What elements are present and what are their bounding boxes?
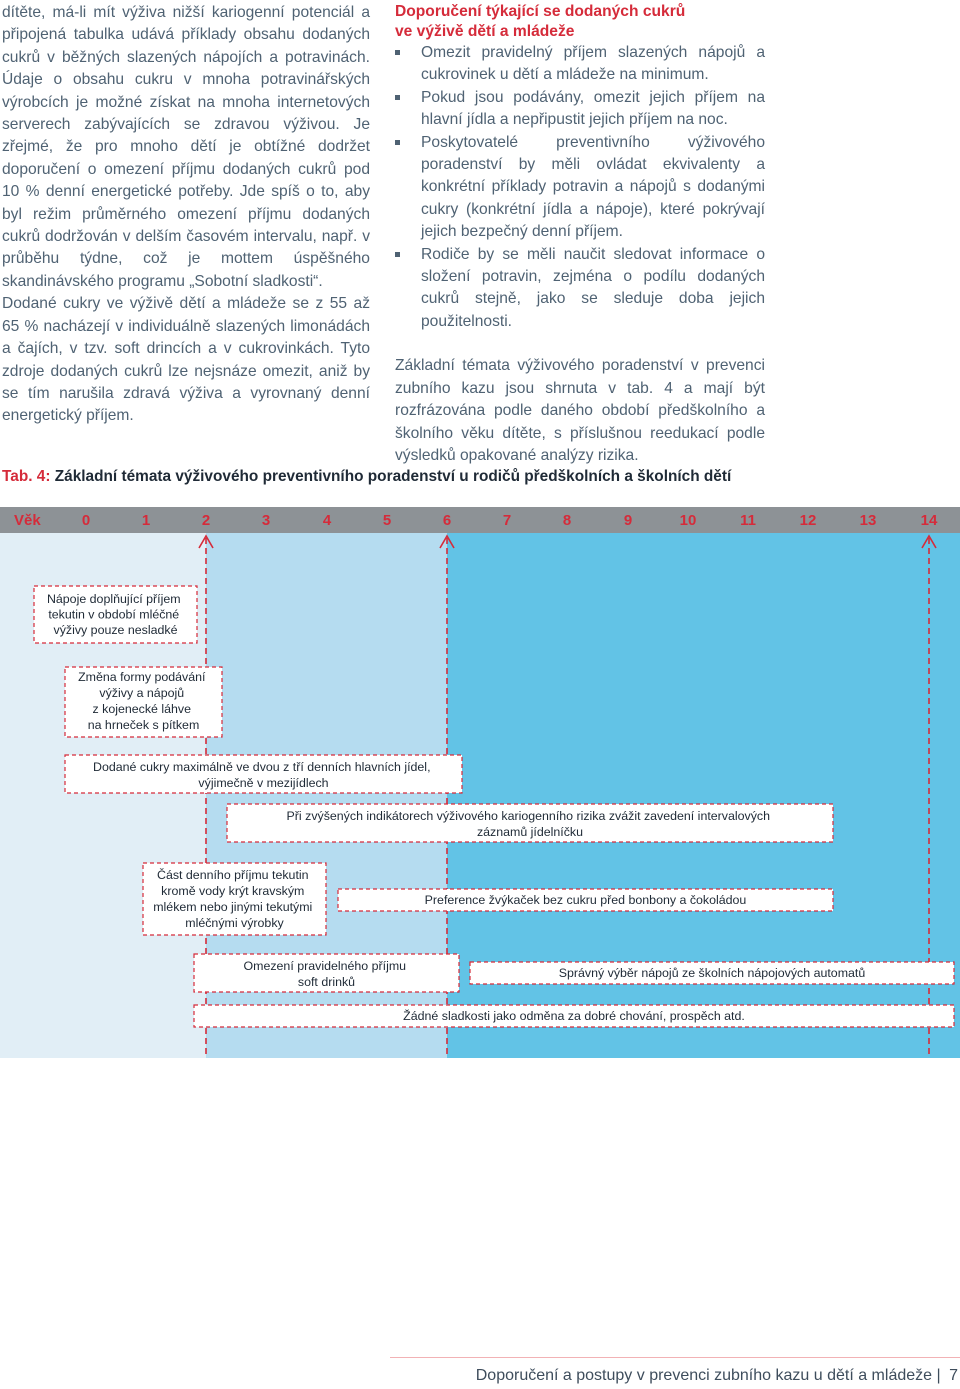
left-text-column	[2, 2, 370, 428]
footer-divider	[390, 1357, 960, 1358]
table-caption: Základní témata výživového preventivního poradenství u rodičů předškolních a školních dětí	[50, 468, 732, 485]
left-paragraph-2: Dodané cukry ve výživě dětí a mládeže se z 55 až 65 % nacházejí v individuálně slazených limonádách a čajích, v tzv. soft drincích a v cukrovinkách. Tyto zdroje dodaných cukrů lze nejsnáze omezit, aniž by se tím narušila zdravá výživa a vyrovnaný denní energetický příjem.	[2, 295, 370, 425]
advice-text: Správný výběr nápojů ze školních nápojových automatů	[558, 966, 866, 980]
recommendation-text: Rodiče by se měli naučit sledovat informace o složení potravin, zejména o podílu dodaných cukrů stejně, jako se sleduje doba jejich použitelnosti.	[421, 245, 765, 330]
advice-box	[194, 954, 459, 992]
age-timeline-diagram	[0, 504, 960, 1060]
recommendation-text: Pokud jsou podávány, omezit jejich příjem na hlavní jídla a nepřipustit jejich příjem na noc.	[421, 88, 765, 129]
advice-box	[34, 586, 197, 643]
advice-box	[194, 1005, 954, 1027]
recommendation-item	[395, 244, 765, 334]
age-tick: 4	[322, 512, 332, 529]
recommendation-item	[395, 87, 765, 132]
page-footer	[476, 1367, 958, 1385]
age-tick: 8	[562, 512, 572, 529]
right-paragraph: Základní témata výživového poradenství v prevenci zubního kazu jsou shrnuta v tab. 4 a mají být rozfrázována podle daného období předškolního a školního věku dítěte, s příslušnou reedukací podle výsledků opakované analýzy rizika.	[395, 357, 765, 464]
recommendation-list	[395, 42, 765, 333]
recommendation-text: Omezit pravidelný příjem slazených nápojů a cukrovinek u dětí a mládeže na minimum.	[421, 44, 765, 84]
advice-text: Žádné sladkosti jako odměna za dobré chování, prospěch atd.	[403, 1009, 745, 1023]
advice-text: Nápoje doplňující příjem tekutin v období mléčné výživy pouze nesladké	[46, 592, 181, 637]
age-tick: 2	[201, 512, 211, 529]
age-tick: 3	[261, 512, 271, 529]
advice-text: Preference žvýkaček bez cukru před bonbony a čokoládou	[424, 893, 747, 907]
square-bullet-icon	[395, 252, 400, 257]
table-number: Tab. 4:	[2, 468, 51, 485]
recommendation-item	[395, 42, 765, 87]
advice-text: Dodané cukry maximálně ve dvou z tří denních hlavních jídel, výjimečně v mezijídlech	[93, 760, 431, 790]
age-tick: 14	[920, 512, 938, 529]
age-tick: 6	[442, 512, 452, 529]
advice-box	[65, 755, 462, 793]
age-tick: 5	[382, 512, 392, 529]
advice-text: Omezení pravidelného příjmu soft drinků	[243, 959, 407, 989]
square-bullet-icon	[395, 95, 400, 100]
age-label: Věk	[14, 512, 41, 529]
advice-text: Změna formy podávání výživy a nápojů z kojenecké láhve na hrneček s pítkem	[78, 670, 206, 732]
recommendation-heading-line2: ve výživě dětí a mládeže	[395, 23, 575, 40]
advice-text: Část denního příjmu tekutin kromě vody krýt kravským mlékem nebo jinými tekutými mléčnými výrobky	[153, 868, 313, 930]
recommendation-text: Poskytovatelé preventivního výživového poradenství by měli ovládat ekvivalenty a konkrétní příklady potravin a nápojů s dodanými cukry (konkrétní jídla a nápoje), které pokrývají jejich bezpečný denní příjem.	[421, 133, 765, 241]
advice-text: Při zvýšených indikátorech výživového kariogenního rizika zvážit zavedení intervalových záznamů jídelníčku	[286, 809, 771, 839]
right-text-column	[395, 2, 765, 467]
page-number: 7	[949, 1367, 958, 1384]
age-tick: 0	[81, 512, 91, 529]
square-bullet-icon	[395, 140, 400, 145]
advice-box	[338, 889, 833, 911]
footer-separator: |	[936, 1367, 941, 1384]
recommendation-heading	[395, 2, 765, 42]
recommendation-item	[395, 132, 765, 244]
table-title	[2, 468, 731, 486]
age-tick: 10	[679, 512, 697, 529]
age-tick: 9	[623, 512, 633, 529]
age-tick: 11	[740, 512, 756, 529]
advice-box	[65, 667, 222, 737]
left-paragraph-1: dítěte, má-li mít výživa nižší kariogenní potenciál a připojená tabulka udává příklady obsahu dodaných cukrů v běžných slazených nápojích a potravinách. Údaje o obsahu cukru v mnoha potravinářských výrobcích je možné získat na mnoha internetových serverech zabývajících se zdravou výživou. Je zřejmé, že pro mnoho dětí je obtížné dodržet doporučení o omezení příjmu dodaných cukrů pod 10 % denní energetické potřeby. Jde spíš o to, aby byl režim průměrného omezení příjmu dodaných cukrů dodržován v delším časovém intervalu, např. v průběhu týdne, což je mottem úspěšného skandinávského programu „Sobotní sladkosti“.	[2, 4, 370, 290]
advice-box	[227, 804, 833, 842]
footer-title: Doporučení a postupy v prevenci zubního kazu u dětí a mládeže	[475, 1367, 933, 1384]
age-tick: 1	[141, 512, 151, 529]
recommendation-heading-line1: Doporučení týkající se dodaných cukrů	[395, 3, 686, 20]
square-bullet-icon	[395, 50, 400, 55]
advice-box	[143, 863, 326, 935]
age-tick: 12	[799, 512, 817, 529]
age-tick: 13	[859, 512, 877, 529]
advice-box	[470, 962, 954, 984]
age-tick: 7	[502, 512, 512, 529]
